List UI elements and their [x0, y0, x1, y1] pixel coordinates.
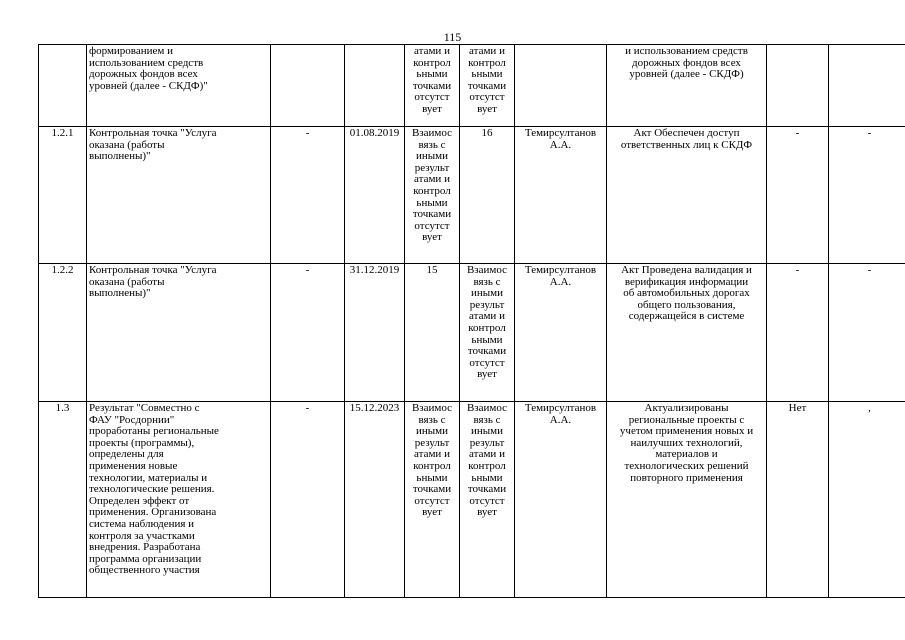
- row-document: Акт Обеспечен доступ ответственных лиц к СКДФ: [607, 127, 767, 264]
- row-document: Акт Проведена валидация и верификация информации об автомобильных дорогах общего пользования, содержащейся в системе: [607, 264, 767, 402]
- table-row: [39, 127, 905, 264]
- row-responsible: Темирсултанов А.А.: [515, 127, 607, 264]
- table-row: [39, 45, 905, 127]
- row-date: 15.12.2023: [345, 402, 405, 598]
- plan-table: [38, 44, 905, 598]
- row-responsible: Темирсултанов А.А.: [515, 264, 607, 402]
- row-col9: -: [767, 264, 829, 402]
- row-name: Результат "Совместно с ФАУ "Росдорнии" проработаны региональные проекты (программы), определены для применения новые технологии, материалы и технологические решения. Определен эффект от применения. Организована система наблюдения и контроля за участками внедрения. Разработана программа организации общественного участия: [87, 402, 271, 598]
- row-responsible: [515, 45, 607, 127]
- row-col3: [271, 45, 345, 127]
- row-document: Актуализированы региональные проекты с учетом применения новых и наилучших технологий, материалов и технологических решений повторного применения: [607, 402, 767, 598]
- row-col3: -: [271, 127, 345, 264]
- row-name: Контрольная точка "Услуга оказана (работы выполнены)": [87, 264, 271, 402]
- row-relation-prev: Взаимос вязь с иными результ атами и контрол ьными точками отсутст вует: [405, 127, 460, 264]
- row-document: и использованием средств дорожных фондов всех уровней (далее - СКДФ): [607, 45, 767, 127]
- row-date: 01.08.2019: [345, 127, 405, 264]
- row-responsible: Темирсултанов А.А.: [515, 402, 607, 598]
- row-number: 1.2.2: [39, 264, 87, 402]
- page-number: 115: [443, 30, 462, 44]
- row-number: 1.3: [39, 402, 87, 598]
- row-number: [39, 45, 87, 127]
- row-relation-next: Взаимос вязь с иными результ атами и контрол ьными точками отсутст вует: [460, 402, 515, 598]
- row-name: Контрольная точка "Услуга оказана (работы выполнены)": [87, 127, 271, 264]
- row-number: 1.2.1: [39, 127, 87, 264]
- row-date: [345, 45, 405, 127]
- row-col10: -: [829, 127, 905, 264]
- row-col9: Нет: [767, 402, 829, 598]
- row-col10: ,: [829, 402, 905, 598]
- row-col3: -: [271, 402, 345, 598]
- row-relation-prev: Взаимос вязь с иными результ атами и контрол ьными точками отсутст вует: [405, 402, 460, 598]
- row-relation-next: 16: [460, 127, 515, 264]
- row-col9: [767, 45, 829, 127]
- table-row: [39, 264, 905, 402]
- row-relation-prev: 15: [405, 264, 460, 402]
- row-date: 31.12.2019: [345, 264, 405, 402]
- row-col10: -: [829, 264, 905, 402]
- row-name: формированием и использованием средств дорожных фондов всех уровней (далее - СКДФ)": [87, 45, 271, 127]
- table-row: [39, 402, 905, 598]
- row-col3: -: [271, 264, 345, 402]
- row-relation-next: Взаимос вязь с иными результ атами и контрол ьными точками отсутст вует: [460, 264, 515, 402]
- row-relation-next: атами и контрол ьными точками отсутст вует: [460, 45, 515, 127]
- row-col10: [829, 45, 905, 127]
- row-col9: -: [767, 127, 829, 264]
- row-relation-prev: атами и контрол ьными точками отсутст вует: [405, 45, 460, 127]
